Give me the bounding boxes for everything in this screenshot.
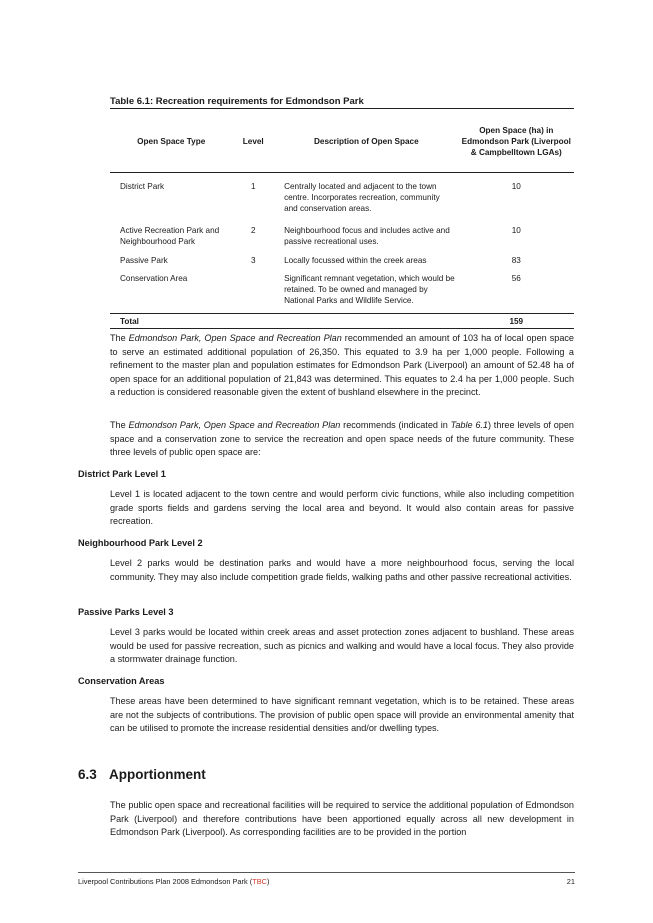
cell-area: 56 (511, 273, 521, 283)
paragraph-neighbourhood-park: Level 2 parks would be destination parks and would have a more neighbourhood focus, serving the local community. They may also include competition grade fields, walking paths and other passive recreational activities. (110, 558, 574, 582)
plan-title: Edmondson Park, Open Space and Recreation Plan (128, 420, 341, 430)
paragraph-conservation-areas: These areas have been determined to have significant remnant vegetation, which is to be retained. These areas are not the subjects of contributions. The provision of public open space will provide an environmental amenity that can be utilised to promote the increase residential densities and/or dwelling types. (110, 696, 574, 734)
tbc-marker: TBC (252, 877, 267, 886)
cell-description: Neighbourhood focus and includes active and passive recreational uses. (284, 225, 450, 246)
cell-level: 3 (250, 255, 256, 265)
heading-conservation-areas: Conservation Areas (78, 676, 165, 686)
cell-level: 2 (250, 225, 256, 235)
header-level: Level (242, 137, 264, 147)
page-number: 21 (566, 877, 575, 886)
table-top-rule (110, 108, 574, 109)
heading-passive-parks: Passive Parks Level 3 (78, 607, 174, 617)
cell-description: Centrally located and adjacent to the town centre. Incorporates recreation, community and conservation areas. (284, 181, 440, 213)
total-label: Total (120, 316, 139, 326)
plan-title: Edmondson Park, Open Space and Recreation Plan (128, 333, 342, 343)
header-description: Description of Open Space (313, 137, 419, 147)
cell-level (232, 273, 274, 314)
table-row (110, 273, 574, 314)
cell-area: 10 (511, 225, 521, 235)
section-heading-apportionment (78, 767, 206, 782)
table-row (110, 225, 574, 255)
total-value: 159 (509, 316, 524, 326)
table-row (110, 172, 574, 225)
paragraph-district-park: Level 1 is located adjacent to the town centre and would perform civic functions, while also including competition grade sports fields and gardens serving the local area and beyond. It would also contain areas for passive recreation. (110, 489, 574, 527)
paragraph-passive-parks: Level 3 parks would be located within creek areas and asset protection zones adjacent to bushland. These areas would be used for passive recreation, such as picnics and walking and would have a local focus. They also provide a stormwater drainage function. (110, 627, 574, 665)
table-row (110, 255, 574, 273)
cell-level: 1 (250, 181, 256, 191)
table-caption: Table 6.1: Recreation requirements for Edmondson Park (110, 96, 364, 107)
cell-type: Passive Park (120, 255, 168, 265)
recreation-requirements-table (110, 112, 574, 329)
cell-description: Locally focussed within the creek areas (284, 255, 427, 265)
table-total-row (110, 313, 574, 328)
paragraph-open-space-amount: The Edmondson Park, Open Space and Recreation Plan recommended an amount of 103 ha of local open space to serve an estimated additional population of 26,350. This equated to 3.9 ha per 1,000 people. Following a refinement to the master plan and population estimates for Edmondson Park (Liverpool) an amount of 52.48 ha of open space for an additional population of 21,843 was determined. This equates to 2.4 ha per 1,000 people. Such a reduction is considered reasonable given the extent of bushland elsewhere in the precinct. (110, 333, 574, 398)
heading-neighbourhood-park: Neighbourhood Park Level 2 (78, 538, 203, 548)
table-reference: Table 6.1 (450, 420, 488, 430)
header-open-space-type: Open Space Type (137, 137, 206, 147)
footer-rule (78, 872, 575, 873)
cell-area: 83 (511, 255, 521, 265)
paragraph-levels-intro: The Edmondson Park, Open Space and Recreation Plan recommends (indicated in Table 6.1) three levels of open space and a conservation zone to service the recreation and open space needs of the future community. These three levels of public open space are: (110, 420, 574, 458)
cell-type: District Park (120, 181, 165, 191)
footer-document-title: Liverpool Contributions Plan 2008 Edmondson Park (TBC) (78, 877, 270, 886)
cell-description: Significant remnant vegetation, which would be retained. To be owned and managed by National Parks and Wildlife Service. (284, 273, 455, 305)
paragraph-apportionment: The public open space and recreational facilities will be required to service the additional population of Edmondson Park (Liverpool) and therefore contributions have been apportioned equally across all new development in Edmondson Park (Liverpool). As corresponding facilities are to be provided in the portion (110, 800, 574, 838)
cell-type: Active Recreation Park and Neighbourhood Park (120, 225, 220, 246)
header-open-space-area: Open Space (ha) in Edmondson Park (Liverpool & Campbelltown LGAs) (461, 126, 571, 158)
section-number: 6.3 (78, 767, 97, 782)
cell-type: Conservation Area (120, 273, 188, 283)
cell-area: 10 (511, 181, 521, 191)
section-title: Apportionment (109, 767, 206, 782)
heading-district-park: District Park Level 1 (78, 469, 166, 479)
table-header-row (110, 112, 574, 172)
